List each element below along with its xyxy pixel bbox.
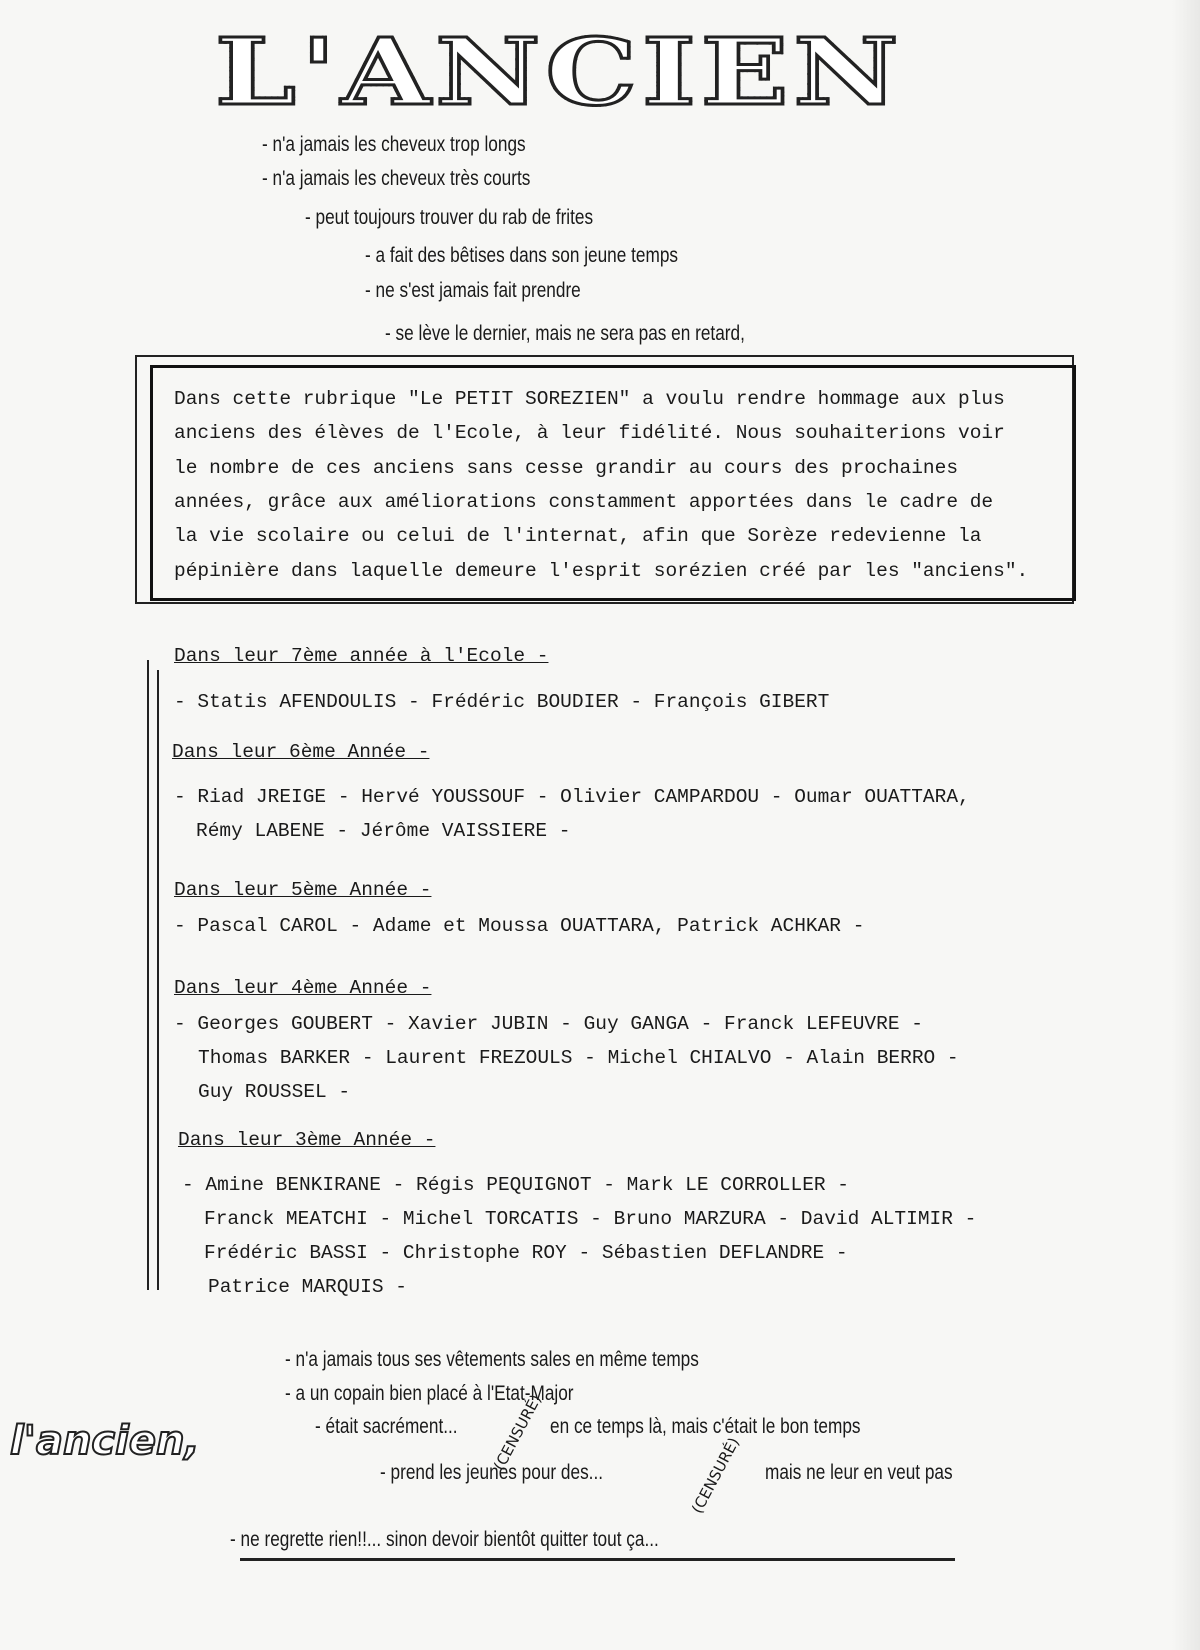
section-heading: Dans leur 7ème année à l'Ecole - (174, 645, 549, 667)
side-label: l'ancien, (10, 1418, 200, 1464)
margin-rule (147, 660, 149, 1290)
name-line: - Amine BENKIRANE - Régis PEQUIGNOT - Mark LE CORROLLER - (182, 1174, 850, 1196)
intro-line: - ne s'est jamais fait prendre (365, 279, 581, 302)
intro-line: - se lève le dernier, mais ne sera pas en retard, (385, 322, 745, 345)
final-line: - ne regrette rien!!... sinon devoir bientôt quitter tout ça... (230, 1528, 659, 1551)
name-line: Rémy LABENE - Jérôme VAISSIERE - (196, 820, 571, 842)
section-heading: Dans leur 4ème Année - (174, 977, 432, 999)
intro-line: - peut toujours trouver du rab de frites (305, 206, 594, 229)
name-line: - Georges GOUBERT - Xavier JUBIN - Guy GANGA - Franck LEFEUVRE - (174, 1013, 923, 1035)
final-underline (240, 1558, 955, 1561)
name-line: Franck MEATCHI - Michel TORCATIS - Bruno MARZURA - David ALTIMIR - (204, 1208, 977, 1230)
box-line: Dans cette rubrique "Le PETIT SOREZIEN" a voulu rendre hommage aux plus (174, 388, 1005, 410)
name-line: Patrice MARQUIS - (208, 1276, 407, 1298)
name-line: - Pascal CAROL - Adame et Moussa OUATTARA, Patrick ACHKAR - (174, 915, 865, 937)
section-heading: Dans leur 3ème Année - (178, 1129, 436, 1151)
censored-stamp: (CENSURÉ) (688, 1434, 743, 1517)
name-line: - Riad JREIGE - Hervé YOUSSOUF - Olivier CAMPARDOU - Oumar OUATTARA, (174, 786, 970, 808)
intro-line: - n'a jamais les cheveux trop longs (262, 133, 526, 156)
closing-line: en ce temps là, mais c'était le bon temps (550, 1415, 861, 1438)
box-line: la vie scolaire ou celui de l'internat, afin que Sorèze redevienne la (174, 525, 982, 547)
closing-line: mais ne leur en veut pas (765, 1461, 953, 1484)
closing-line: - n'a jamais tous ses vêtements sales en même temps (285, 1348, 699, 1371)
name-line: Frédéric BASSI - Christophe ROY - Sébastien DEFLANDRE - (204, 1242, 848, 1264)
intro-line: - n'a jamais les cheveux très courts (262, 167, 531, 190)
censored-stamp: (CENSURÉ) (490, 1391, 545, 1474)
box-line: le nombre de ces anciens sans cesse grandir au cours des prochaines (174, 457, 959, 479)
name-line: Guy ROUSSEL - (198, 1081, 351, 1103)
section-heading: Dans leur 5ème Année - (174, 879, 432, 901)
name-line: Thomas BARKER - Laurent FREZOULS - Michel CHIALVO - Alain BERRO - (198, 1047, 959, 1069)
closing-line: - était sacrément... (315, 1415, 458, 1438)
page-edge-shadow (1172, 0, 1200, 1650)
box-line: pépinière dans laquelle demeure l'esprit sorézien créé par les "anciens". (174, 560, 1029, 582)
name-line: - Statis AFENDOULIS - Frédéric BOUDIER - François GIBERT (174, 691, 830, 713)
box-line: anciens des élèves de l'Ecole, à leur fidélité. Nous souhaiterions voir (174, 422, 1005, 444)
section-heading: Dans leur 6ème Année - (172, 741, 430, 763)
closing-line: - prend les jeunes pour des... (380, 1461, 604, 1484)
box-line: années, grâce aux améliorations constamment apportées dans le cadre de (174, 491, 994, 513)
page-title: L'ANCIEN (215, 18, 904, 126)
intro-line: - a fait des bêtises dans son jeune temps (365, 244, 679, 267)
margin-rule (157, 670, 159, 1290)
closing-line: - a un copain bien placé à l'Etat-Major (285, 1382, 574, 1405)
